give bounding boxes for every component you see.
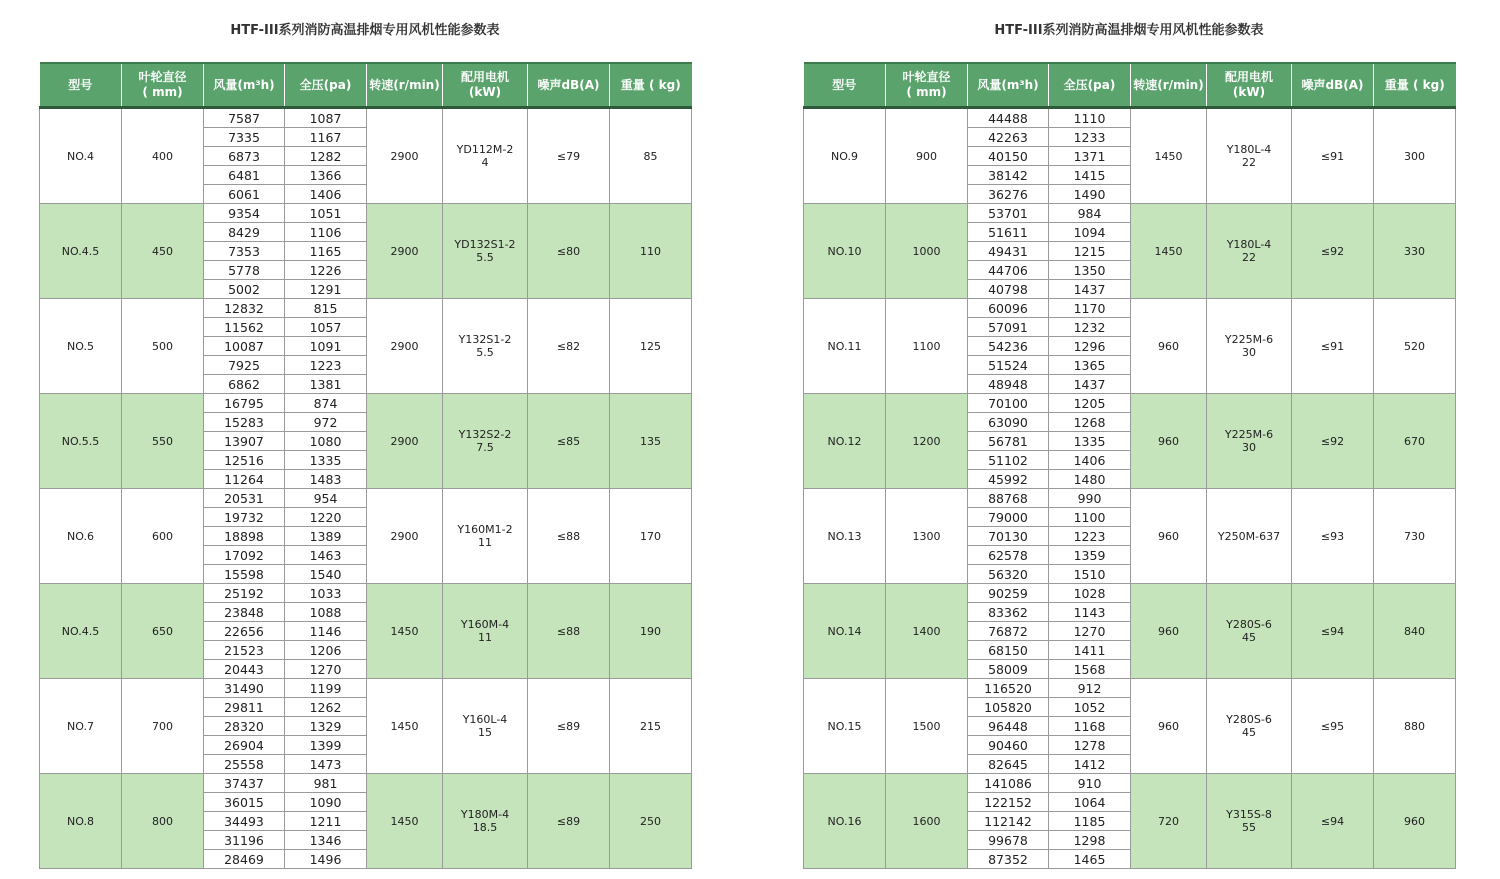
speed-cell: 1450 — [367, 774, 443, 869]
pressure-cell: 1480 — [1049, 470, 1131, 489]
pressure-cell: 1365 — [1049, 356, 1131, 375]
airflow-cell: 11562 — [204, 318, 285, 337]
pressure-cell: 1291 — [285, 280, 367, 299]
weight-cell: 960 — [1374, 774, 1456, 869]
table-title: HTF-III系列消防高温排烟专用风机性能参数表 — [994, 23, 1264, 38]
col-airflow-header: 风量(m³h) — [204, 63, 285, 108]
model-cell: NO.5.5 — [40, 394, 122, 489]
diameter-cell: 450 — [122, 204, 204, 299]
speed-cell: 720 — [1131, 774, 1207, 869]
airflow-cell: 56320 — [968, 565, 1049, 584]
weight-cell: 110 — [610, 204, 692, 299]
pressure-cell: 981 — [285, 774, 367, 793]
table-row — [804, 108, 1456, 128]
model-cell: NO.16 — [804, 774, 886, 869]
pressure-cell: 1399 — [285, 736, 367, 755]
motor-cell: Y160M-4 11 — [443, 584, 528, 679]
table-row — [804, 299, 1456, 318]
model-cell: NO.11 — [804, 299, 886, 394]
col-motor-header: 配用电机 (kW) — [1207, 63, 1292, 108]
airflow-cell: 51611 — [968, 223, 1049, 242]
pressure-cell: 1359 — [1049, 546, 1131, 565]
airflow-cell: 22656 — [204, 622, 285, 641]
model-cell: NO.4 — [40, 108, 122, 204]
airflow-cell: 28469 — [204, 850, 285, 869]
pressure-cell: 1199 — [285, 679, 367, 698]
pressure-cell: 1296 — [1049, 337, 1131, 356]
diameter-cell: 1100 — [886, 299, 968, 394]
model-cell: NO.14 — [804, 584, 886, 679]
airflow-cell: 48948 — [968, 375, 1049, 394]
fan-parameter-table — [39, 62, 692, 869]
pressure-cell: 1298 — [1049, 831, 1131, 850]
pressure-cell: 1496 — [285, 850, 367, 869]
weight-cell: 170 — [610, 489, 692, 584]
motor-cell: Y280S-6 45 — [1207, 679, 1292, 774]
airflow-cell: 8429 — [204, 223, 285, 242]
airflow-cell: 87352 — [968, 850, 1049, 869]
noise-cell: ≤91 — [1292, 299, 1374, 394]
model-cell: NO.5 — [40, 299, 122, 394]
pressure-cell: 1185 — [1049, 812, 1131, 831]
table-row — [40, 204, 692, 223]
pressure-cell: 1080 — [285, 432, 367, 451]
airflow-cell: 23848 — [204, 603, 285, 622]
pressure-cell: 1143 — [1049, 603, 1131, 622]
airflow-cell: 44706 — [968, 261, 1049, 280]
motor-cell: Y225M-6 30 — [1207, 299, 1292, 394]
diameter-cell: 500 — [122, 299, 204, 394]
pressure-cell: 1381 — [285, 375, 367, 394]
table-row — [40, 489, 692, 508]
pressure-cell: 1206 — [285, 641, 367, 660]
airflow-cell: 79000 — [968, 508, 1049, 527]
airflow-cell: 38142 — [968, 166, 1049, 185]
pressure-cell: 1091 — [285, 337, 367, 356]
motor-cell: Y180M-4 18.5 — [443, 774, 528, 869]
col-noise-header: 噪声dB(A) — [1292, 63, 1374, 108]
weight-cell: 85 — [610, 108, 692, 204]
diameter-cell: 1400 — [886, 584, 968, 679]
airflow-cell: 76872 — [968, 622, 1049, 641]
header-row — [804, 63, 1456, 108]
airflow-cell: 60096 — [968, 299, 1049, 318]
col-diameter-header: 叶轮直径 ( mm) — [886, 63, 968, 108]
airflow-cell: 36276 — [968, 185, 1049, 204]
airflow-cell: 13907 — [204, 432, 285, 451]
airflow-cell: 5002 — [204, 280, 285, 299]
model-cell: NO.9 — [804, 108, 886, 204]
weight-cell: 215 — [610, 679, 692, 774]
airflow-cell: 82645 — [968, 755, 1049, 774]
speed-cell: 2900 — [367, 394, 443, 489]
weight-cell: 125 — [610, 299, 692, 394]
airflow-cell: 31490 — [204, 679, 285, 698]
airflow-cell: 15598 — [204, 565, 285, 584]
noise-cell: ≤89 — [528, 679, 610, 774]
pressure-cell: 1262 — [285, 698, 367, 717]
airflow-cell: 122152 — [968, 793, 1049, 812]
diameter-cell: 900 — [886, 108, 968, 204]
weight-cell: 300 — [1374, 108, 1456, 204]
col-speed-header: 转速(r/min) — [367, 63, 443, 108]
airflow-cell: 40150 — [968, 147, 1049, 166]
motor-cell: Y132S2-2 7.5 — [443, 394, 528, 489]
table-row — [804, 489, 1456, 508]
weight-cell: 330 — [1374, 204, 1456, 299]
model-cell: NO.12 — [804, 394, 886, 489]
airflow-cell: 57091 — [968, 318, 1049, 337]
airflow-cell: 20443 — [204, 660, 285, 679]
table-row — [804, 774, 1456, 793]
airflow-cell: 56781 — [968, 432, 1049, 451]
pressure-cell: 1167 — [285, 128, 367, 147]
pressure-cell: 1270 — [285, 660, 367, 679]
pressure-cell: 1211 — [285, 812, 367, 831]
airflow-cell: 6061 — [204, 185, 285, 204]
airflow-cell: 9354 — [204, 204, 285, 223]
motor-cell: Y250M-637 — [1207, 489, 1292, 584]
airflow-cell: 63090 — [968, 413, 1049, 432]
col-speed-header: 转速(r/min) — [1131, 63, 1207, 108]
pressure-cell: 984 — [1049, 204, 1131, 223]
model-cell: NO.7 — [40, 679, 122, 774]
motor-cell: Y132S1-2 5.5 — [443, 299, 528, 394]
airflow-cell: 44488 — [968, 108, 1049, 128]
airflow-cell: 29811 — [204, 698, 285, 717]
speed-cell: 960 — [1131, 394, 1207, 489]
diameter-cell: 600 — [122, 489, 204, 584]
pressure-cell: 1437 — [1049, 375, 1131, 394]
airflow-cell: 18898 — [204, 527, 285, 546]
airflow-cell: 16795 — [204, 394, 285, 413]
pressure-cell: 1335 — [285, 451, 367, 470]
pressure-cell: 1350 — [1049, 261, 1131, 280]
noise-cell: ≤93 — [1292, 489, 1374, 584]
pressure-cell: 1465 — [1049, 850, 1131, 869]
speed-cell: 2900 — [367, 489, 443, 584]
col-airflow-header: 风量(m³h) — [968, 63, 1049, 108]
diameter-cell: 1500 — [886, 679, 968, 774]
pressure-cell: 954 — [285, 489, 367, 508]
airflow-cell: 70100 — [968, 394, 1049, 413]
pressure-cell: 1406 — [285, 185, 367, 204]
pressure-cell: 1233 — [1049, 128, 1131, 147]
model-cell: NO.10 — [804, 204, 886, 299]
col-motor-header: 配用电机 (kW) — [443, 63, 528, 108]
speed-cell: 960 — [1131, 584, 1207, 679]
pressure-cell: 1510 — [1049, 565, 1131, 584]
speed-cell: 960 — [1131, 489, 1207, 584]
airflow-cell: 90460 — [968, 736, 1049, 755]
airflow-cell: 6862 — [204, 375, 285, 394]
airflow-cell: 36015 — [204, 793, 285, 812]
pressure-cell: 1088 — [285, 603, 367, 622]
table-row — [804, 679, 1456, 698]
diameter-cell: 1000 — [886, 204, 968, 299]
pressure-cell: 1278 — [1049, 736, 1131, 755]
pressure-cell: 1100 — [1049, 508, 1131, 527]
airflow-cell: 7925 — [204, 356, 285, 375]
header-row — [40, 63, 692, 108]
pressure-cell: 910 — [1049, 774, 1131, 793]
table-row — [40, 774, 692, 793]
col-weight-header: 重量 ( kg) — [610, 63, 692, 108]
noise-cell: ≤85 — [528, 394, 610, 489]
airflow-cell: 5778 — [204, 261, 285, 280]
col-pressure-header: 全压(pa) — [285, 63, 367, 108]
pressure-cell: 1282 — [285, 147, 367, 166]
fan-parameter-table — [803, 62, 1456, 869]
motor-cell: Y180L-4 22 — [1207, 204, 1292, 299]
speed-cell: 2900 — [367, 204, 443, 299]
weight-cell: 880 — [1374, 679, 1456, 774]
pressure-cell: 1270 — [1049, 622, 1131, 641]
motor-cell: YD112M-2 4 — [443, 108, 528, 204]
noise-cell: ≤82 — [528, 299, 610, 394]
pressure-cell: 1568 — [1049, 660, 1131, 679]
airflow-cell: 25558 — [204, 755, 285, 774]
airflow-cell: 26904 — [204, 736, 285, 755]
pressure-cell: 1490 — [1049, 185, 1131, 204]
motor-cell: Y160L-4 15 — [443, 679, 528, 774]
airflow-cell: 99678 — [968, 831, 1049, 850]
pressure-cell: 1366 — [285, 166, 367, 185]
airflow-cell: 88768 — [968, 489, 1049, 508]
weight-cell: 250 — [610, 774, 692, 869]
pressure-cell: 1094 — [1049, 223, 1131, 242]
pressure-cell: 912 — [1049, 679, 1131, 698]
airflow-cell: 58009 — [968, 660, 1049, 679]
col-noise-header: 噪声dB(A) — [528, 63, 610, 108]
pressure-cell: 1170 — [1049, 299, 1131, 318]
pressure-cell: 1051 — [285, 204, 367, 223]
motor-cell: Y280S-6 45 — [1207, 584, 1292, 679]
noise-cell: ≤89 — [528, 774, 610, 869]
pressure-cell: 1223 — [1049, 527, 1131, 546]
airflow-cell: 37437 — [204, 774, 285, 793]
noise-cell: ≤91 — [1292, 108, 1374, 204]
diameter-cell: 700 — [122, 679, 204, 774]
airflow-cell: 7587 — [204, 108, 285, 128]
airflow-cell: 49431 — [968, 242, 1049, 261]
motor-cell: YD132S1-2 5.5 — [443, 204, 528, 299]
pressure-cell: 990 — [1049, 489, 1131, 508]
airflow-cell: 51102 — [968, 451, 1049, 470]
airflow-cell: 34493 — [204, 812, 285, 831]
noise-cell: ≤94 — [1292, 774, 1374, 869]
airflow-cell: 42263 — [968, 128, 1049, 147]
airflow-cell: 12516 — [204, 451, 285, 470]
diameter-cell: 650 — [122, 584, 204, 679]
airflow-cell: 19732 — [204, 508, 285, 527]
right-panel — [803, 0, 1455, 869]
weight-cell: 670 — [1374, 394, 1456, 489]
pressure-cell: 1483 — [285, 470, 367, 489]
speed-cell: 1450 — [367, 679, 443, 774]
pressure-cell: 1335 — [1049, 432, 1131, 451]
pressure-cell: 1110 — [1049, 108, 1131, 128]
weight-cell: 190 — [610, 584, 692, 679]
speed-cell: 960 — [1131, 679, 1207, 774]
pressure-cell: 1168 — [1049, 717, 1131, 736]
pressure-cell: 1028 — [1049, 584, 1131, 603]
pressure-cell: 1223 — [285, 356, 367, 375]
pressure-cell: 1215 — [1049, 242, 1131, 261]
pressure-cell: 1415 — [1049, 166, 1131, 185]
model-cell: NO.4.5 — [40, 584, 122, 679]
weight-cell: 520 — [1374, 299, 1456, 394]
pressure-cell: 1106 — [285, 223, 367, 242]
airflow-cell: 96448 — [968, 717, 1049, 736]
pressure-cell: 874 — [285, 394, 367, 413]
airflow-cell: 17092 — [204, 546, 285, 565]
speed-cell: 2900 — [367, 108, 443, 204]
table-row — [804, 584, 1456, 603]
noise-cell: ≤92 — [1292, 204, 1374, 299]
airflow-cell: 31196 — [204, 831, 285, 850]
airflow-cell: 90259 — [968, 584, 1049, 603]
col-model-header: 型号 — [804, 63, 886, 108]
airflow-cell: 20531 — [204, 489, 285, 508]
motor-cell: Y160M1-2 11 — [443, 489, 528, 584]
airflow-cell: 12832 — [204, 299, 285, 318]
pressure-cell: 1412 — [1049, 755, 1131, 774]
col-pressure-header: 全压(pa) — [1049, 63, 1131, 108]
pressure-cell: 1268 — [1049, 413, 1131, 432]
model-cell: NO.6 — [40, 489, 122, 584]
speed-cell: 1450 — [367, 584, 443, 679]
diameter-cell: 550 — [122, 394, 204, 489]
speed-cell: 2900 — [367, 299, 443, 394]
noise-cell: ≤94 — [1292, 584, 1374, 679]
speed-cell: 1450 — [1131, 108, 1207, 204]
airflow-cell: 11264 — [204, 470, 285, 489]
pressure-cell: 1346 — [285, 831, 367, 850]
pressure-cell: 1057 — [285, 318, 367, 337]
pressure-cell: 1052 — [1049, 698, 1131, 717]
noise-cell: ≤95 — [1292, 679, 1374, 774]
noise-cell: ≤88 — [528, 489, 610, 584]
pressure-cell: 1087 — [285, 108, 367, 128]
diameter-cell: 1200 — [886, 394, 968, 489]
pressure-cell: 1406 — [1049, 451, 1131, 470]
airflow-cell: 116520 — [968, 679, 1049, 698]
airflow-cell: 45992 — [968, 470, 1049, 489]
pressure-cell: 1033 — [285, 584, 367, 603]
airflow-cell: 25192 — [204, 584, 285, 603]
airflow-cell: 6481 — [204, 166, 285, 185]
airflow-cell: 28320 — [204, 717, 285, 736]
airflow-cell: 141086 — [968, 774, 1049, 793]
airflow-cell: 21523 — [204, 641, 285, 660]
airflow-cell: 51524 — [968, 356, 1049, 375]
table-row — [40, 394, 692, 413]
airflow-cell: 7335 — [204, 128, 285, 147]
airflow-cell: 54236 — [968, 337, 1049, 356]
model-cell: NO.4.5 — [40, 204, 122, 299]
col-weight-header: 重量 ( kg) — [1374, 63, 1456, 108]
pressure-cell: 1540 — [285, 565, 367, 584]
model-cell: NO.8 — [40, 774, 122, 869]
airflow-cell: 112142 — [968, 812, 1049, 831]
pressure-cell: 1463 — [285, 546, 367, 565]
diameter-cell: 1300 — [886, 489, 968, 584]
pressure-cell: 1389 — [285, 527, 367, 546]
weight-cell: 135 — [610, 394, 692, 489]
pressure-cell: 815 — [285, 299, 367, 318]
pressure-cell: 1411 — [1049, 641, 1131, 660]
col-diameter-header: 叶轮直径 ( mm) — [122, 63, 204, 108]
airflow-cell: 6873 — [204, 147, 285, 166]
pressure-cell: 972 — [285, 413, 367, 432]
airflow-cell: 40798 — [968, 280, 1049, 299]
speed-cell: 960 — [1131, 299, 1207, 394]
pressure-cell: 1226 — [285, 261, 367, 280]
table-row — [804, 204, 1456, 223]
pressure-cell: 1220 — [285, 508, 367, 527]
pressure-cell: 1473 — [285, 755, 367, 774]
motor-cell: Y225M-6 30 — [1207, 394, 1292, 489]
airflow-cell: 83362 — [968, 603, 1049, 622]
col-model-header: 型号 — [40, 63, 122, 108]
airflow-cell: 68150 — [968, 641, 1049, 660]
diameter-cell: 800 — [122, 774, 204, 869]
pressure-cell: 1165 — [285, 242, 367, 261]
motor-cell: Y180L-4 22 — [1207, 108, 1292, 204]
noise-cell: ≤80 — [528, 204, 610, 299]
airflow-cell: 105820 — [968, 698, 1049, 717]
pressure-cell: 1205 — [1049, 394, 1131, 413]
table-row — [40, 679, 692, 698]
pressure-cell: 1437 — [1049, 280, 1131, 299]
pressure-cell: 1232 — [1049, 318, 1131, 337]
noise-cell: ≤92 — [1292, 394, 1374, 489]
pressure-cell: 1371 — [1049, 147, 1131, 166]
pressure-cell: 1064 — [1049, 793, 1131, 812]
airflow-cell: 7353 — [204, 242, 285, 261]
pressure-cell: 1329 — [285, 717, 367, 736]
table-row — [40, 584, 692, 603]
airflow-cell: 15283 — [204, 413, 285, 432]
airflow-cell: 62578 — [968, 546, 1049, 565]
pressure-cell: 1090 — [285, 793, 367, 812]
diameter-cell: 1600 — [886, 774, 968, 869]
table-row — [40, 108, 692, 128]
model-cell: NO.15 — [804, 679, 886, 774]
speed-cell: 1450 — [1131, 204, 1207, 299]
airflow-cell: 70130 — [968, 527, 1049, 546]
motor-cell: Y315S-8 55 — [1207, 774, 1292, 869]
noise-cell: ≤79 — [528, 108, 610, 204]
weight-cell: 840 — [1374, 584, 1456, 679]
airflow-cell: 53701 — [968, 204, 1049, 223]
diameter-cell: 400 — [122, 108, 204, 204]
left-panel — [39, 0, 691, 869]
weight-cell: 730 — [1374, 489, 1456, 584]
table-row — [40, 299, 692, 318]
table-row — [804, 394, 1456, 413]
noise-cell: ≤88 — [528, 584, 610, 679]
model-cell: NO.13 — [804, 489, 886, 584]
pressure-cell: 1146 — [285, 622, 367, 641]
airflow-cell: 10087 — [204, 337, 285, 356]
table-title: HTF-III系列消防高温排烟专用风机性能参数表 — [230, 23, 500, 38]
